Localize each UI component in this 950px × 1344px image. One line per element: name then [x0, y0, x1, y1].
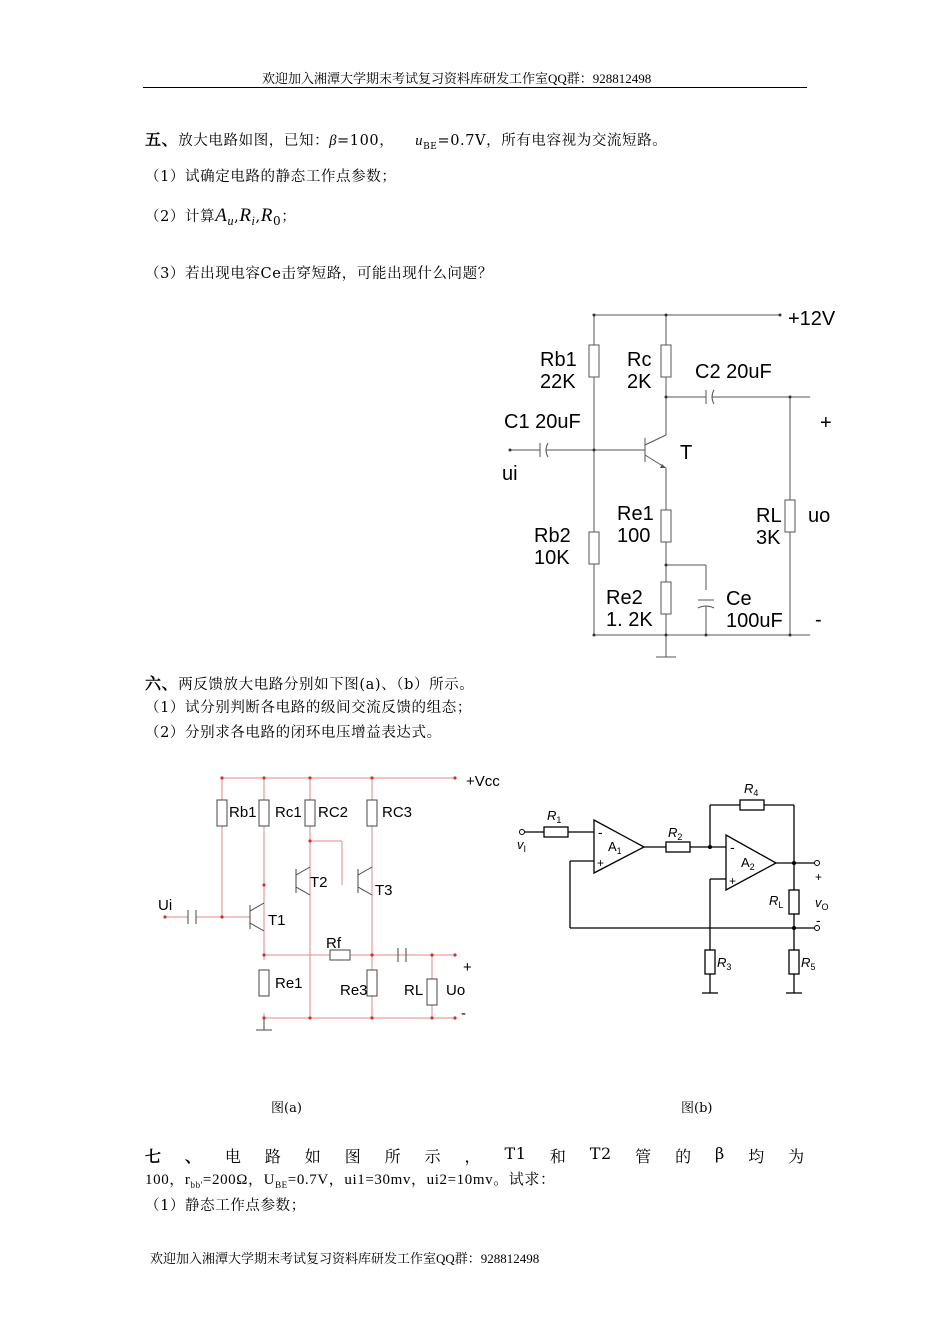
q7-spread-token: 示 [424, 1147, 442, 1166]
q5-part1: （1）试确定电路的静态工作点参数； [145, 169, 397, 185]
fig-b-out-minus: - [816, 912, 821, 928]
page-header: 欢迎加入湘潭大学期末考试复习资料库研发工作室QQ群：928812498 [262, 71, 652, 86]
sep-1: , [234, 209, 240, 225]
q6-stem-text: 两反馈放大电路分别如下图(a)、（b）所示。 [178, 677, 475, 693]
q5-circuit-diagram [490, 300, 850, 665]
fig-b-a1-label [608, 839, 622, 856]
fig-b-a2-plus: + [729, 874, 737, 888]
q5-stem [145, 127, 667, 152]
q6-stem [145, 671, 474, 694]
q7-spread-token: 图 [344, 1147, 362, 1166]
ube-value: =0.7V，所有电容视为交流短路。 [437, 133, 668, 149]
q7-spread-token: T1 [504, 1144, 527, 1163]
q7-spread-token: 和 [549, 1147, 567, 1166]
ce-value: 100uF [726, 610, 783, 632]
fig-b-rl-label [769, 893, 783, 910]
fig-a-uo: Uo [446, 982, 466, 999]
fig-b-rl: R [769, 893, 779, 908]
au-symbol: A [215, 205, 228, 226]
fig-b-caption: 图(b) [681, 1101, 713, 1116]
q7-spread-token: 的 [675, 1147, 692, 1166]
fig-b-r1-sub: 1 [556, 815, 562, 825]
fig-b-vo: v [815, 895, 822, 910]
fig-b-a2: A [741, 855, 750, 870]
q5-number: 五、 [145, 130, 179, 149]
fig-b-a1-minus: - [598, 824, 603, 840]
fig-b-vi-sub: I [523, 844, 527, 854]
fig-b-out-plus: + [815, 870, 823, 884]
c2-label: C2 20uF [695, 361, 772, 383]
fig-b-r3: R [717, 955, 727, 970]
uo-label: uo [808, 505, 831, 527]
re2-value: 1. 2K [606, 609, 653, 631]
fig-a-diagram [150, 765, 500, 1045]
fig-b-vo-sub: O [821, 902, 829, 912]
fig-b-r1-label [547, 808, 561, 825]
fig-a-re1: Re1 [275, 975, 303, 992]
rl-label: RL [756, 505, 782, 527]
fig-a-re3: Re3 [340, 982, 368, 999]
ube-symbol: u [415, 133, 424, 149]
q7-spread-token: 、 [184, 1147, 202, 1166]
ube-sub: BE [423, 141, 438, 152]
fig-a-rb1: Rb1 [229, 804, 257, 821]
ri-symbol: R [239, 205, 252, 226]
q7-spread-token: 如 [304, 1147, 322, 1166]
re2-label: Re2 [606, 587, 643, 609]
au-sub: u [227, 213, 235, 228]
ro-symbol: R [260, 205, 273, 226]
rb1-value: 22K [540, 371, 576, 393]
fig-a-rc2: RC2 [318, 804, 349, 821]
q7-l2-a: 100，r [145, 1172, 191, 1188]
q7-stem-line2 [145, 1168, 556, 1190]
q7-spread-token: T2 [589, 1144, 612, 1163]
ro-sub: 0 [272, 213, 282, 228]
fig-b-r1: R [547, 808, 557, 823]
fig-a-t3: T3 [375, 882, 393, 899]
fig-b-vo-label [815, 895, 829, 912]
vcc-label: +12V [788, 308, 836, 330]
ce-label: Ce [726, 588, 752, 610]
q7-spread-token: ， [464, 1147, 482, 1166]
fig-b-r3-label [717, 955, 731, 972]
fig-a-minus: - [461, 1005, 466, 1022]
q7-spread-token: 所 [384, 1147, 402, 1166]
ui-label: ui [502, 463, 518, 485]
fig-b-a1-plus: + [597, 856, 605, 870]
q7-l2-rsub: bb' [190, 1180, 203, 1190]
rb1-label: Rb1 [540, 349, 577, 371]
q7-spread-token: 为 [788, 1147, 805, 1166]
fig-b-a2-sub: 2 [749, 862, 755, 872]
q5-part2-prefix: （2）计算 [145, 209, 216, 225]
q6-part2: （2）分别求各电路的闭环电压增益表达式。 [145, 725, 442, 741]
fig-a-t1: T1 [268, 912, 286, 929]
beta-symbol: β [329, 133, 338, 149]
fig-b-r5: R [801, 955, 811, 970]
rb2-label: Rb2 [534, 525, 571, 547]
fig-b-r4-label [744, 781, 758, 798]
page-footer: 欢迎加入湘潭大学期末考试复习资料库研发工作室QQ群：928812498 [150, 1251, 540, 1266]
fig-b-a1: A [608, 839, 617, 854]
fig-b-r5-label [801, 955, 815, 972]
fig-b-vi-label [517, 837, 526, 854]
fig-b-r2-sub: 2 [677, 832, 683, 842]
q7-l2-b: =200Ω，U [202, 1172, 276, 1188]
q7-spread-token: 管 [635, 1147, 652, 1166]
rc-label: Rc [627, 349, 652, 371]
rc-value: 2K [627, 371, 652, 393]
transistor-label: T [680, 442, 693, 464]
sep-2: , [255, 209, 261, 225]
q5-part3: （3）若出现电容Ce击穿短路，可能出现什么问题？ [145, 266, 493, 282]
fig-a-rl: RL [404, 982, 424, 999]
q7-spread-token: 均 [748, 1147, 765, 1166]
q7-stem-line1 [145, 1144, 805, 1167]
header-rule [143, 87, 807, 88]
fig-a-rf: Rf [326, 935, 341, 952]
fig-b-diagram [510, 775, 840, 1005]
fig-b-r2: R [668, 825, 678, 840]
fig-b-r5-sub: 5 [810, 962, 816, 972]
output-minus: - [815, 609, 822, 631]
q7-spread-token: 电 [224, 1147, 242, 1166]
q7-l2-c: =0.7V，ui1=30mv，ui2=10mv。试求： [287, 1172, 556, 1188]
rb2-value: 10K [534, 547, 570, 569]
fig-b-r3-sub: 3 [726, 962, 732, 972]
re1-label: Re1 [617, 503, 654, 525]
q7-l2-usub: BE [275, 1180, 288, 1190]
q5-part2-end: ； [281, 209, 297, 225]
q5-part2 [145, 205, 296, 229]
fig-a-vcc: +Vcc [466, 773, 500, 790]
q6-part1: （1）试分别判断各电路的级间交流反馈的组态； [145, 700, 472, 716]
re1-value: 100 [617, 525, 651, 547]
q7-spread-token: β [715, 1144, 725, 1163]
c1-label: C1 20uF [504, 411, 581, 433]
fig-b-r2-label [668, 825, 682, 842]
fig-b-rl-sub: L [778, 900, 784, 910]
fig-a-rc1: Rc1 [275, 804, 302, 821]
output-plus: + [820, 412, 832, 434]
fig-a-t2: T2 [310, 874, 328, 891]
fig-a-rc3: RC3 [382, 804, 413, 821]
fig-b-r4: R [744, 781, 754, 796]
q7-part1: （1）静态工作点参数； [145, 1198, 306, 1214]
fig-b-a1-sub: 1 [616, 846, 622, 856]
fig-b-a2-minus: - [730, 839, 735, 855]
fig-a-ui: Ui [158, 897, 173, 914]
q6-number: 六、 [145, 674, 179, 693]
fig-a-plus: + [463, 959, 472, 976]
fig-a-caption: 图(a) [271, 1101, 302, 1116]
fig-b-vi: v [517, 837, 524, 852]
fig-b-r4-sub: 4 [753, 788, 759, 798]
q7-spread-token: 路 [264, 1147, 282, 1166]
rl-value: 3K [756, 527, 781, 549]
q5-stem-text: 放大电路如图，已知： [178, 133, 330, 149]
q7-spread-token: 七 [145, 1147, 162, 1166]
beta-value: =100， [337, 133, 395, 149]
ri-sub: i [251, 213, 256, 228]
fig-b-a2-label [741, 855, 755, 872]
